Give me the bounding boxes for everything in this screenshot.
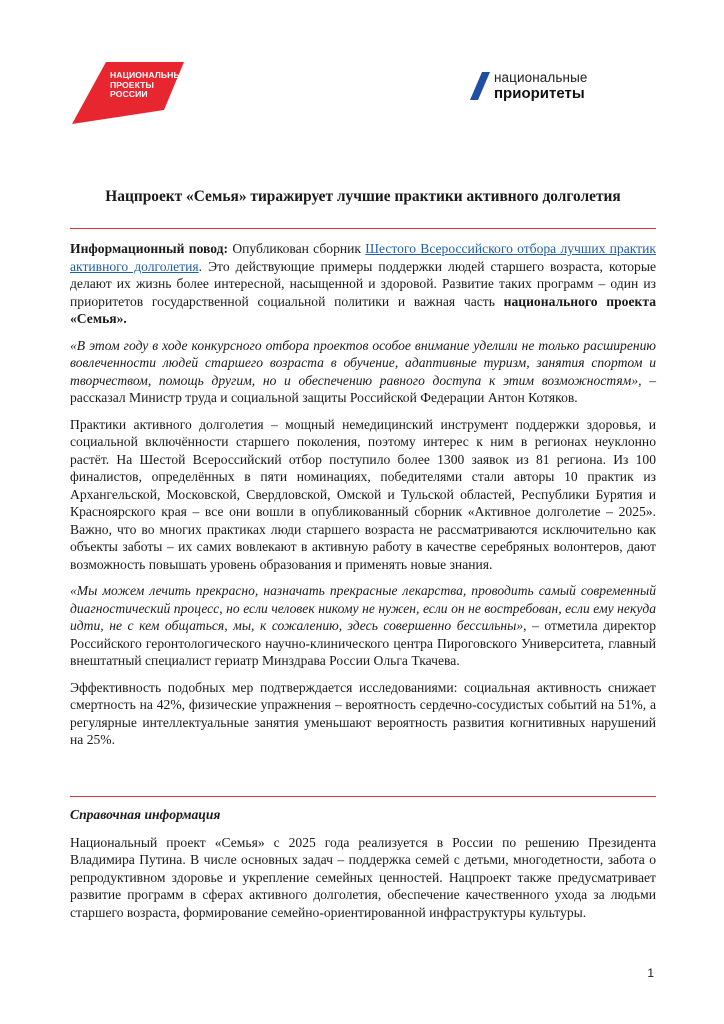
lead-label: Информационный повод: — [70, 241, 229, 256]
article-body — [70, 240, 656, 758]
quote-kotyakov — [70, 337, 656, 407]
national-projects-logo — [72, 62, 188, 124]
collection-link[interactable]: Шестого Всероссийского отбора лучших практик активного долголетия — [70, 241, 657, 274]
lead-text-before-link: Опубликован сборник — [228, 241, 366, 256]
reference-divider — [70, 796, 656, 797]
logo-right-line-2: приоритеты — [494, 85, 585, 102]
practices-paragraph: Практики активного долголетия – мощный немедицинский инструмент поддержки здоровья, и социальной включённости старшего поколения, поэтому интерес к ним в регионах неуклонно растёт. На Шестой Всероссийский отбор поступило более 1300 заявок из 81 региона. Из 100 финалистов, определённых в пяти номинациях, победителями стали авторы 10 практик из Архангельской, Московской, Свердловской, Омской и Тульской областей, Республики Бурятия и Красноярского края – все они вошли в опубликованный сборник «Активное долголетие – 2025». Важно, что во многих практиках люди старшего возраста не рассматриваются исключительно как объекты заботы – их самих вовлекают в активную работу в качестве серебряных волонтеров, дают возможность повышать уровень образования и применять новые знания. — [70, 416, 656, 572]
logo-left-line-2: ПРОЕКТЫ — [110, 79, 155, 90]
lead-text-after-link: . Это действующие примеры поддержки людей старшего возраста, которые делают их жизнь более интересной, насыщенной и здоровой. Развитие таких программ – один из приоритетов государственной социальной политики и важная часть — [70, 258, 656, 309]
title-divider — [70, 228, 656, 229]
quote-kotyakov-text: «В этом году в ходе конкурсного отбора проектов особое внимание уделили не только расширению вовлеченности людей старшего возраста в обучение, адаптивные туризм, занятия спортом и творчеством, помощь другим, но и обеспечению равного доступа к этим возможностям», — [70, 337, 656, 388]
lead-paragraph — [70, 240, 656, 328]
logo-slash-mark — [470, 70, 492, 104]
page-title: Нацпроект «Семья» тиражирует лучшие практики активного долголетия — [105, 188, 621, 205]
quote-tkacheva-text: «Мы можем лечить прекрасно, назначать прекрасные лекарства, проводить самый современный диагностический процесс, но если человек никому не нужен, если он не востребован, если ему некуда идти, не с кем общаться, мы, к сожалению, здесь совершенно бессильны», — [70, 583, 656, 633]
national-priorities-logo — [470, 70, 650, 104]
effectiveness-paragraph: Эффективность подобных мер подтверждается исследованиями: социальная активность снижает смертность на 42%, физические упражнения – вероятность сердечно-сосудистых событий на 51%, а регулярные интеллектуальные занятия уменьшают вероятность развития когнитивных нарушений на 25%. — [70, 679, 656, 747]
page-number: 1 — [647, 966, 654, 980]
logo-left-line-3: РОССИИ — [110, 89, 148, 100]
reference-heading: Справочная информация — [70, 807, 221, 822]
quote-tkacheva-attribution: – отметила директор Российского геронтологического научно-клинического центра Пироговского Университета, главный внештатный специалист гериатр Минздрава России Ольга Ткачева. — [70, 618, 656, 668]
logo-left-line-1: НАЦИОНАЛЬНЫЕ — [110, 70, 188, 80]
quote-kotyakov-attribution: – рассказал Министр труда и социальной защиты Российской Федерации Антон Котяков. — [70, 372, 656, 405]
reference-text: Национальный проект «Семья» с 2025 года реализуется в России по решению Президента Владимира Путина. В числе основных задач – поддержка семей с детьми, многодетности, забота о репродуктивном здоровье и укрепление семейных ценностей. Нацпроект также предусматривает развитие программ в сферах активного долголетия, обеспечение качественного ухода за людьми старшего возраста, формирование семейно-ориентированной инфраструктуры культуры. — [70, 834, 656, 920]
reference-section — [70, 806, 656, 921]
logo-right-line-1: национальные — [494, 70, 588, 85]
lead-bold-end: национального проекта «Семья». — [70, 293, 656, 326]
logo-left-text — [110, 71, 188, 100]
quote-tkacheva — [70, 582, 656, 670]
